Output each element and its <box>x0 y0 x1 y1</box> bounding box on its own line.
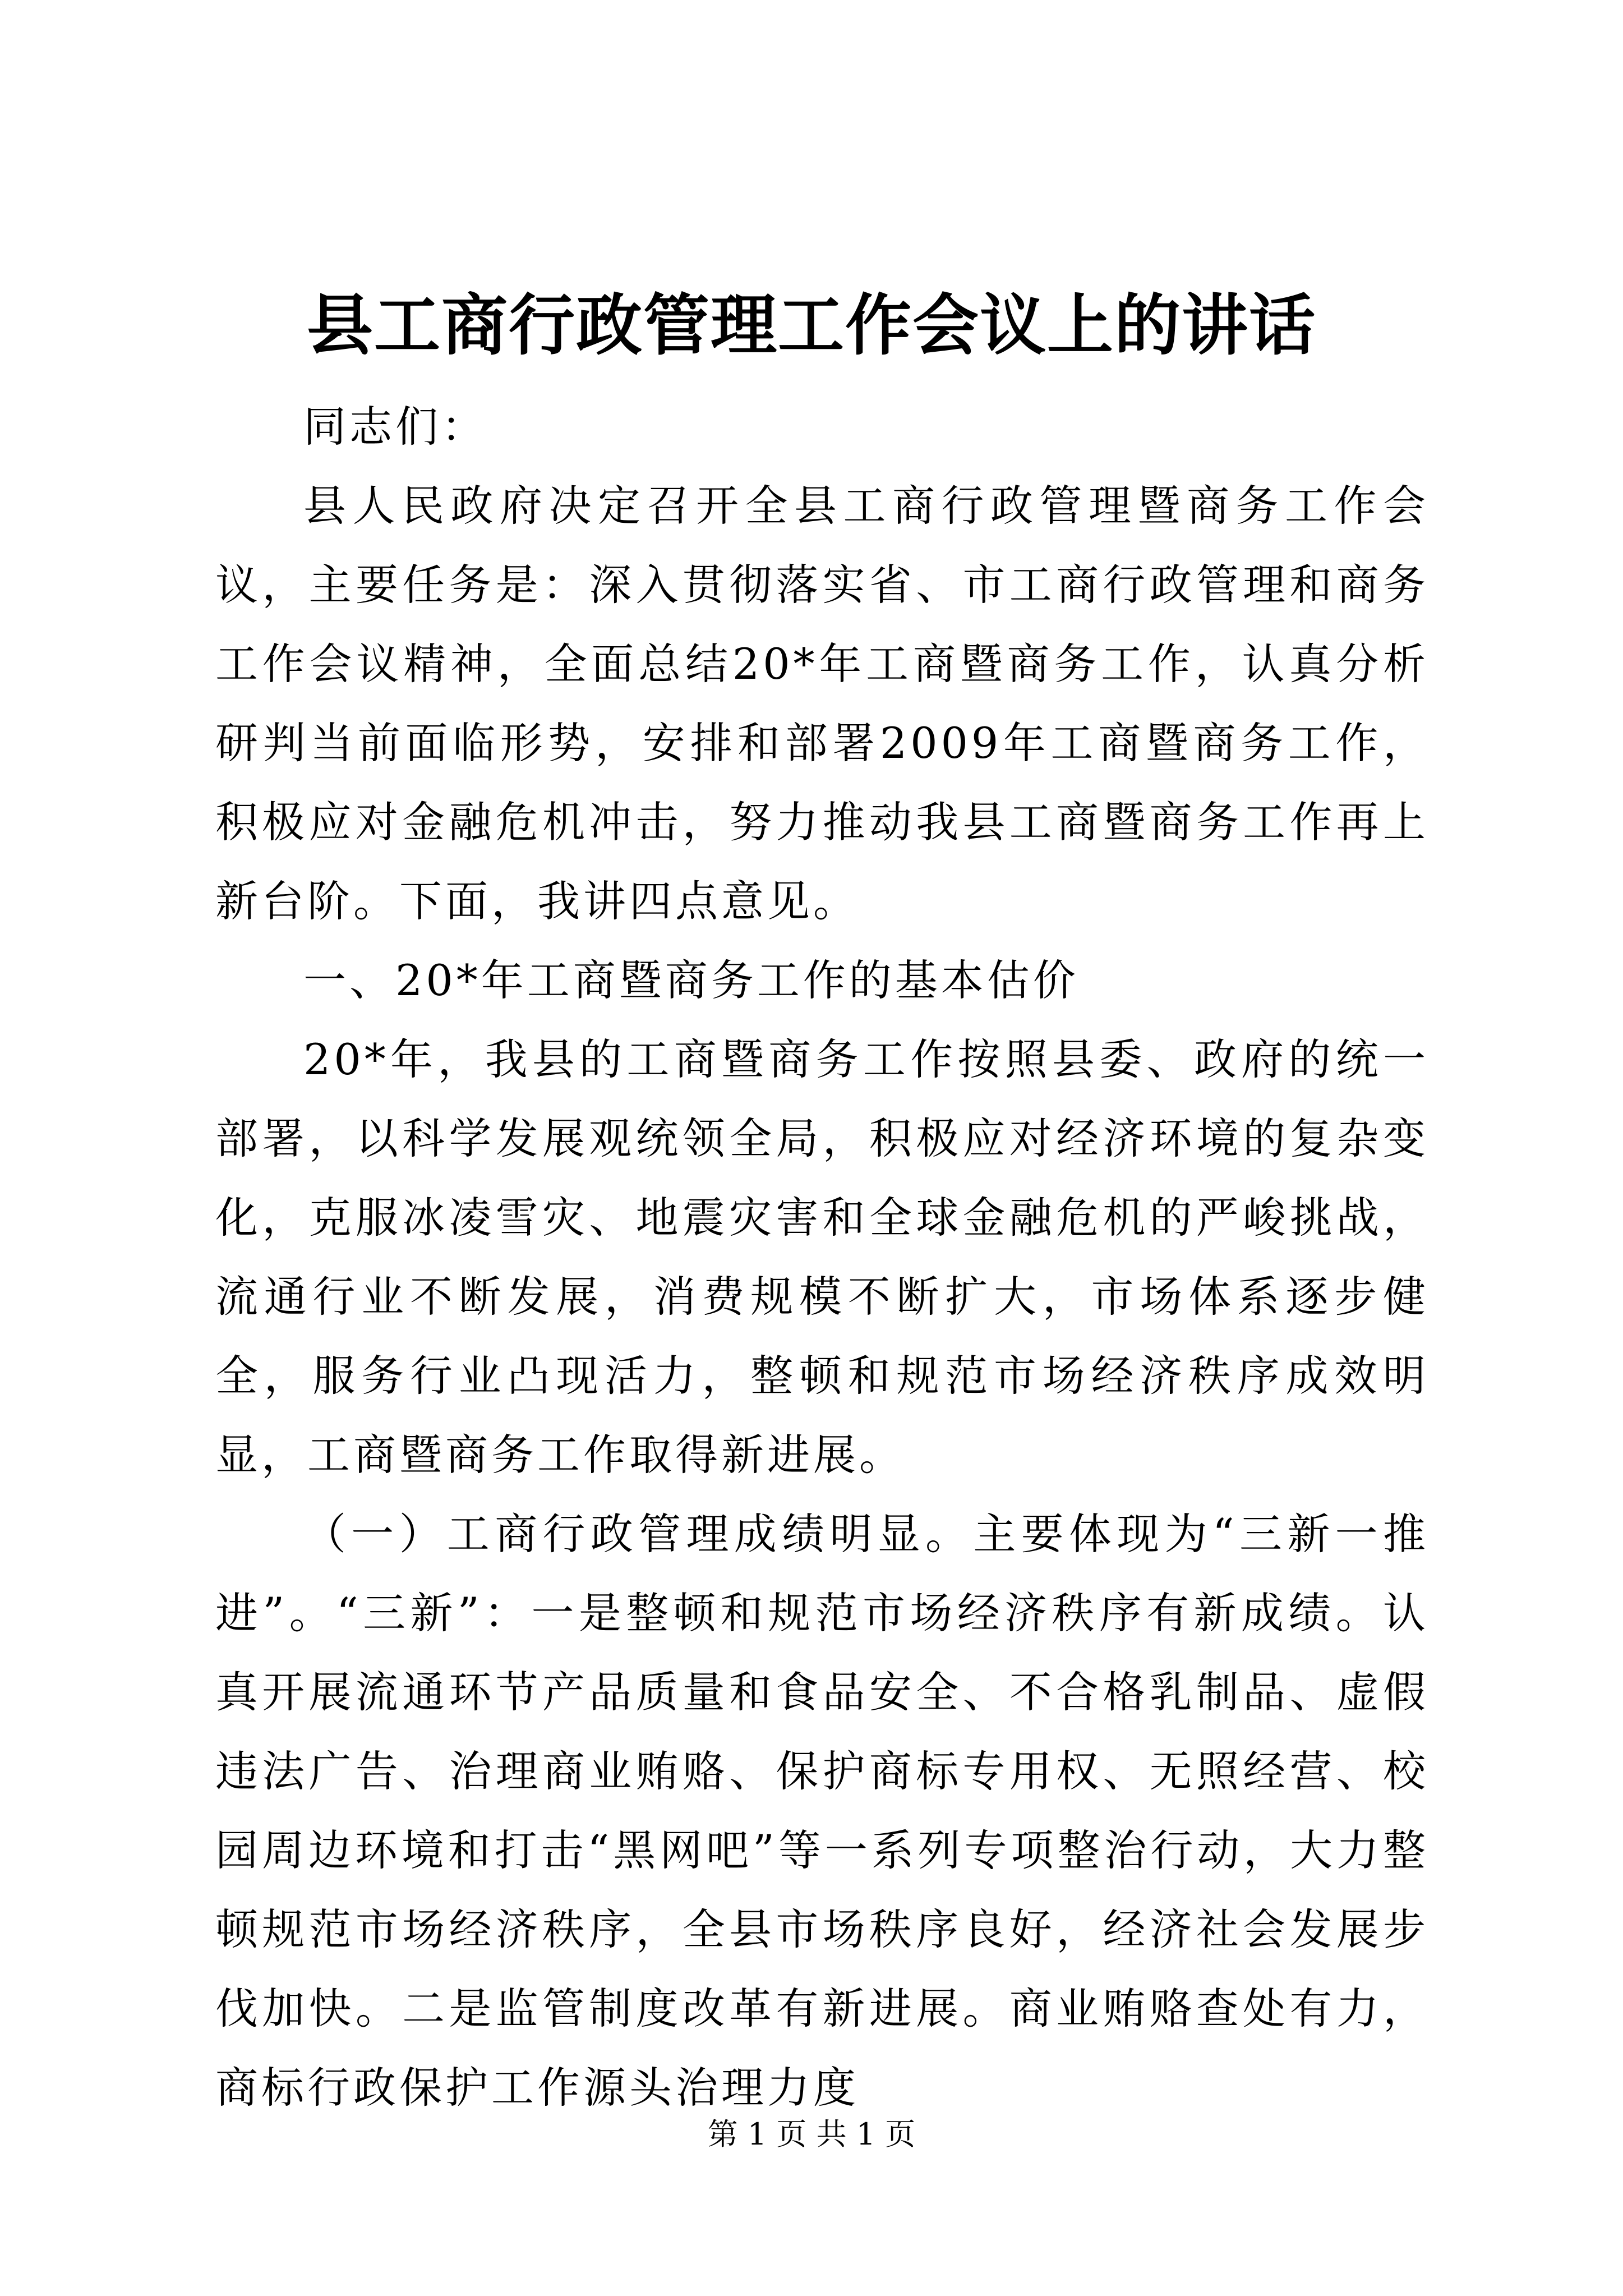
subsection-paragraph: （一）工商行政管理成绩明显。主要体现为“三新一推进”。“三新”：一是整顿和规范市场经济秩序有新成绩。认真开展流通环节产品质量和食品安全、不合格乳制品、虚假违法广告、治理商业贿赂、保护商标专用权、无照经营、校园周边环境和打击“黑网吧”等一系列专项整治行动，大力整顿规范市场经济秩序，全县市场秩序良好，经济社会发展步伐加快。二是监管制度改革有新进展。商业贿赂查处有力，商标行政保护工作源头治理力度 <box>215 1509 1429 2113</box>
salutation-paragraph: 同志们： <box>303 402 487 452</box>
document-body <box>215 387 1429 2127</box>
section-heading: 一、20*年工商暨商务工作的基本估价 <box>303 955 1079 1005</box>
intro-paragraph: 县人民政府决定召开全县工商行政管理暨商务工作会议，主要任务是：深入贯彻落实省、市工商行政管理和商务工作会议精神，全面总结20*年工商暨商务工作，认真分析研判当前面临形势，安排和部署2009年工商暨商务工作，积极应对金融危机冲击，努力推动我县工商暨商务工作再上新台阶。下面，我讲四点意见。 <box>215 481 1429 926</box>
summary-paragraph: 20*年，我县的工商暨商务工作按照县委、政府的统一部署，以科学发展观统领全局，积极应对经济环境的复杂变化，克服冰凌雪灾、地震灾害和全球金融危机的严峻挑战，流通行业不断发展，消费规模不断扩大，市场体系逐步健全，服务行业凸现活力，整顿和规范市场经济秩序成效明显，工商暨商务工作取得新进展。 <box>215 1034 1429 1480</box>
page-footer: 第 1 页 共 1 页 <box>707 2116 916 2152</box>
document-title: 县工商行政管理工作会议上的讲话 <box>306 286 1316 364</box>
